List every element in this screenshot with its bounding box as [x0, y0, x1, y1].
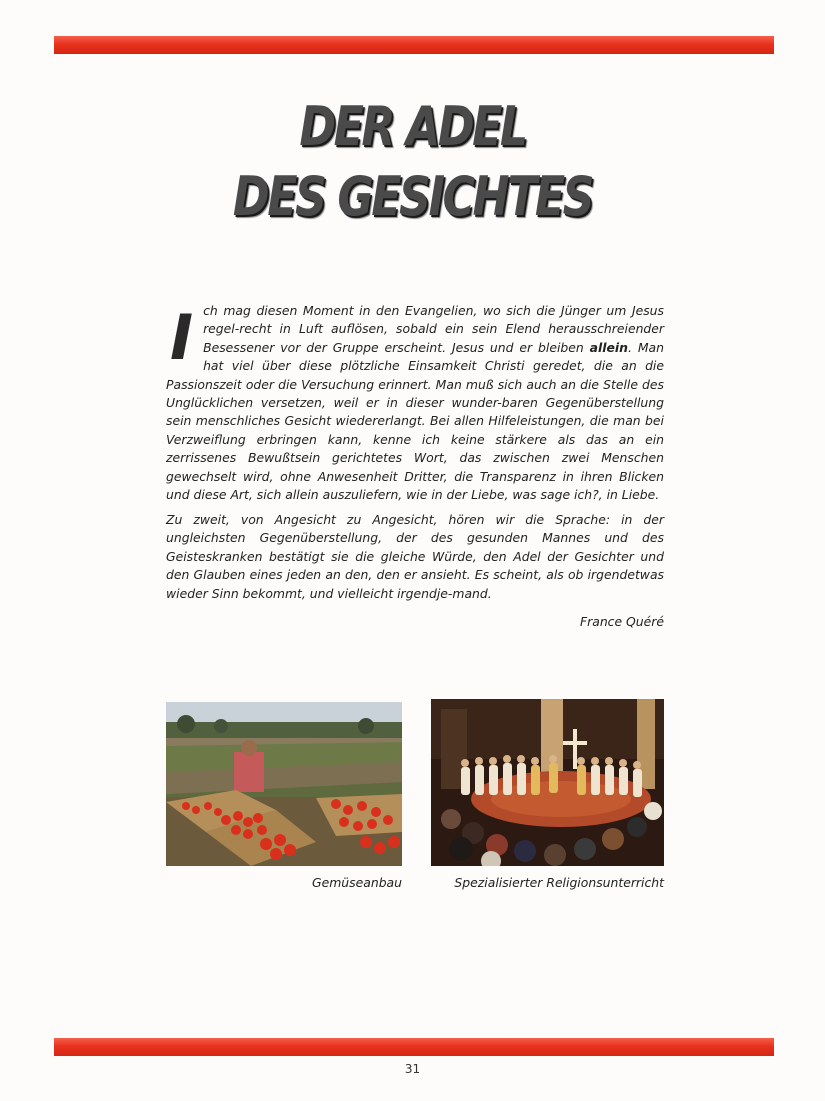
- page-number: 31: [404, 1062, 421, 1076]
- p1-text-end: . Man hat viel über diese plötzliche Einsamkeit Christi geredet, die an die Passionszeit oder die Versuchung erinnert. Man muß sich auch an die Stelle des Unglücklichen versetzen, weil er in dieser wunder-baren Gegenüberstellung sein menschliches Gesicht wiedererlangt. Bei allen Hilfeleistungen, die man bei Verzweiflung erbringen kann, kenne ich keine stärkere als das an ein zerrissenes Bewußtsein gerichtetes Wort, das zwischen zwei Menschen gewechselt wird, ohne Anwesenheit Dritter, die Transparenz in ihren Blicken und diese Art, sich allein auszuliefern, wie in der Liebe, was sage ich?, in Liebe.: [166, 339, 664, 503]
- photo-vegetable-farming: [166, 702, 402, 866]
- drop-cap: I: [170, 301, 194, 374]
- page-title: [74, 92, 751, 232]
- photo-caption-2: Spezialisierter Religionsunterricht: [454, 875, 664, 890]
- p1-emphasis: allein: [589, 339, 628, 355]
- title-line-1: DER ADEL: [299, 95, 526, 158]
- bottom-red-bar: [54, 1038, 774, 1056]
- author-signature: France Quéré: [580, 614, 664, 629]
- photo-religious-education: [431, 699, 664, 866]
- body-paragraph-2: Zu zweit, von Angesicht zu Angesicht, hören wir die Sprache: in der ungleichsten Gegenüberstellung, der des gesunden Mannes und des Geisteskranken bestätigt sie die gleiche Würde, den Adel der Gesichter und den Glauben eines jeden an den, den er ansieht. Es scheint, als ob irgendetwas wieder Sinn bekommt, und vielleicht irgendje-mand.: [166, 512, 664, 601]
- body-paragraph-1: [166, 302, 664, 504]
- top-red-bar: [54, 36, 774, 54]
- photo-caption-1: Gemüseanbau: [312, 875, 402, 890]
- title-line-2: DES GESICHTES: [232, 165, 593, 228]
- p1-text-start: ch mag diesen Moment in den Evangelien, wo sich die Jünger um Jesus regel-recht in Luft auflösen, sobald ein sein Elend herausschreiender Besessener vor der Gruppe erscheint. Jesus und er bleiben: [203, 303, 664, 355]
